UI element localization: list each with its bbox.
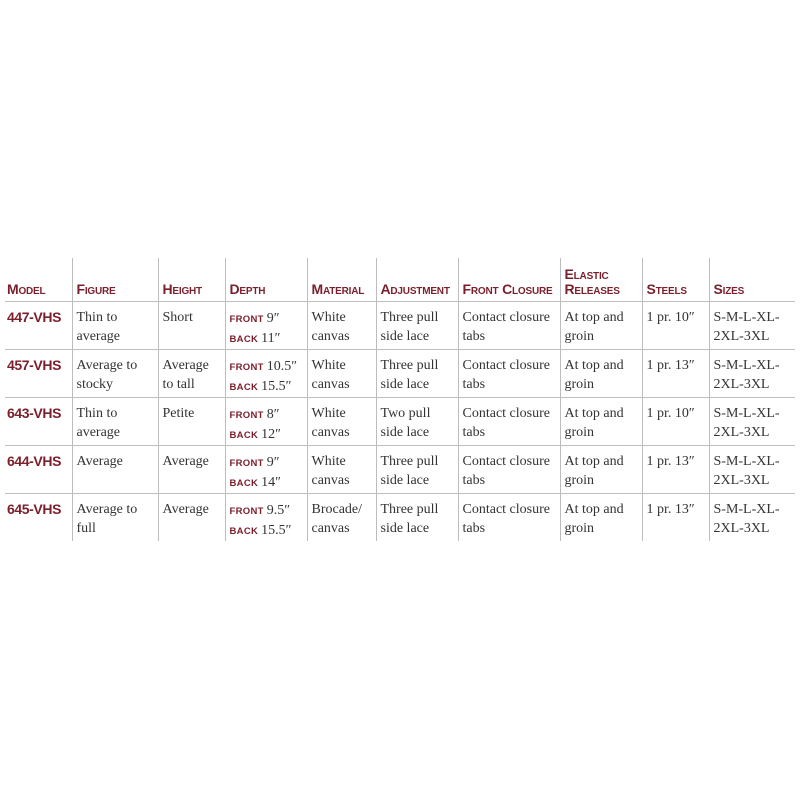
product-spec-table-container bbox=[5, 258, 795, 541]
header-steels: Steels bbox=[642, 258, 709, 302]
cell-adjustment: Three pull side lace bbox=[376, 446, 458, 494]
header-depth: Depth bbox=[225, 258, 307, 302]
depth-back-label: BACK bbox=[229, 430, 259, 441]
cell-height: Short bbox=[158, 302, 225, 350]
cell-figure: Thin to average bbox=[72, 398, 158, 446]
depth-front-line bbox=[230, 453, 303, 473]
cell-figure: Thin to average bbox=[72, 302, 158, 350]
header-adjustment: Adjustment bbox=[376, 258, 458, 302]
depth-back-line bbox=[230, 425, 303, 445]
header-figure: Figure bbox=[72, 258, 158, 302]
cell-front-closure: Contact closure tabs bbox=[458, 302, 560, 350]
depth-back-value: 12″ bbox=[261, 427, 281, 442]
depth-back-value: 11″ bbox=[261, 331, 281, 346]
cell-steels: 1 pr. 13″ bbox=[642, 494, 709, 542]
table-row bbox=[5, 494, 795, 542]
cell-adjustment: Three pull side lace bbox=[376, 302, 458, 350]
table-row bbox=[5, 350, 795, 398]
depth-back-line bbox=[230, 521, 303, 541]
table-row bbox=[5, 302, 795, 350]
depth-front-value: 9″ bbox=[266, 455, 280, 470]
depth-back-label: BACK bbox=[229, 526, 259, 537]
cell-front-closure: Contact closure tabs bbox=[458, 446, 560, 494]
cell-model: 645-VHS bbox=[7, 501, 62, 517]
cell-model: 644-VHS bbox=[5, 446, 72, 494]
header-material: Material bbox=[307, 258, 376, 302]
table-body bbox=[5, 302, 795, 542]
cell-elastic-releases: At top and groin bbox=[560, 398, 642, 446]
cell-sizes: S-M-L-XL-2XL-3XL bbox=[709, 350, 795, 398]
cell-material: White canvas bbox=[307, 350, 376, 398]
depth-back-label: BACK bbox=[229, 478, 259, 489]
depth-back-line bbox=[230, 473, 303, 493]
cell-adjustment: Two pull side lace bbox=[376, 398, 458, 446]
depth-front-line bbox=[230, 357, 303, 377]
depth-front-label: FRONT bbox=[229, 458, 264, 469]
depth-back-line bbox=[230, 377, 303, 397]
depth-front-line bbox=[230, 405, 303, 425]
cell-sizes: S-M-L-XL-2XL-3XL bbox=[709, 302, 795, 350]
table-row bbox=[5, 446, 795, 494]
cell-depth bbox=[225, 446, 307, 494]
depth-back-value: 15.5″ bbox=[261, 523, 292, 538]
depth-back-value: 15.5″ bbox=[261, 379, 292, 394]
cell-depth bbox=[225, 302, 307, 350]
product-spec-table bbox=[5, 258, 795, 541]
depth-front-value: 9.5″ bbox=[266, 503, 291, 518]
cell-elastic-releases: At top and groin bbox=[560, 350, 642, 398]
depth-front-label: FRONT bbox=[229, 410, 264, 421]
cell-steels: 1 pr. 13″ bbox=[642, 446, 709, 494]
cell-material: White canvas bbox=[307, 398, 376, 446]
cell-sizes: S-M-L-XL-2XL-3XL bbox=[709, 494, 795, 542]
cell-elastic-releases: At top and groin bbox=[560, 446, 642, 494]
depth-front-value: 8″ bbox=[266, 407, 280, 422]
cell-material: White canvas bbox=[307, 302, 376, 350]
cell-elastic-releases: At top and groin bbox=[560, 494, 642, 542]
cell-depth bbox=[225, 398, 307, 446]
cell-front-closure: Contact closure tabs bbox=[458, 350, 560, 398]
cell-adjustment: Three pull side lace bbox=[376, 494, 458, 542]
header-sizes: Sizes bbox=[709, 258, 795, 302]
depth-front-label: FRONT bbox=[229, 362, 264, 373]
cell-depth bbox=[225, 350, 307, 398]
cell-front-closure: Contact closure tabs bbox=[458, 494, 560, 542]
cell-height: Average to tall bbox=[158, 350, 225, 398]
cell-figure: Average to full bbox=[72, 494, 158, 542]
cell-steels: 1 pr. 10″ bbox=[642, 398, 709, 446]
cell-model: 457-VHS bbox=[5, 350, 72, 398]
cell-steels: 1 pr. 10″ bbox=[642, 302, 709, 350]
cell-adjustment: Three pull side lace bbox=[376, 350, 458, 398]
header-height: Height bbox=[158, 258, 225, 302]
depth-front-label: FRONT bbox=[229, 506, 264, 517]
cell-elastic-releases: At top and groin bbox=[560, 302, 642, 350]
cell-model: 447-VHS bbox=[5, 302, 72, 350]
cell-steels: 1 pr. 13″ bbox=[642, 350, 709, 398]
cell-height: Petite bbox=[158, 398, 225, 446]
depth-front-value: 10.5″ bbox=[266, 359, 298, 374]
cell-model: 643-VHS bbox=[5, 398, 72, 446]
depth-front-line bbox=[230, 501, 303, 521]
cell-height: Average bbox=[158, 446, 225, 494]
cell-sizes: S-M-L-XL-2XL-3XL bbox=[709, 446, 795, 494]
depth-back-line bbox=[230, 329, 303, 349]
depth-front-label: FRONT bbox=[229, 314, 264, 325]
cell-figure: Average bbox=[72, 446, 158, 494]
cell-front-closure: Contact closure tabs bbox=[458, 398, 560, 446]
cell-height: Average bbox=[158, 494, 225, 542]
header-front-closure: Front Closure bbox=[458, 258, 560, 302]
depth-back-label: BACK bbox=[229, 334, 259, 345]
header-model: Model bbox=[5, 258, 72, 302]
header-elastic-releases: Elastic Releases bbox=[560, 258, 642, 302]
cell-sizes: S-M-L-XL-2XL-3XL bbox=[709, 398, 795, 446]
depth-front-value: 9″ bbox=[266, 311, 280, 326]
cell-figure: Average to stocky bbox=[72, 350, 158, 398]
table-row bbox=[5, 398, 795, 446]
depth-back-value: 14″ bbox=[261, 475, 281, 490]
header-row bbox=[5, 258, 795, 302]
cell-material: White canvas bbox=[307, 446, 376, 494]
depth-back-label: BACK bbox=[229, 382, 259, 393]
cell-depth bbox=[225, 494, 307, 542]
cell-material: Brocade/ canvas bbox=[307, 494, 376, 542]
depth-front-line bbox=[230, 309, 303, 329]
